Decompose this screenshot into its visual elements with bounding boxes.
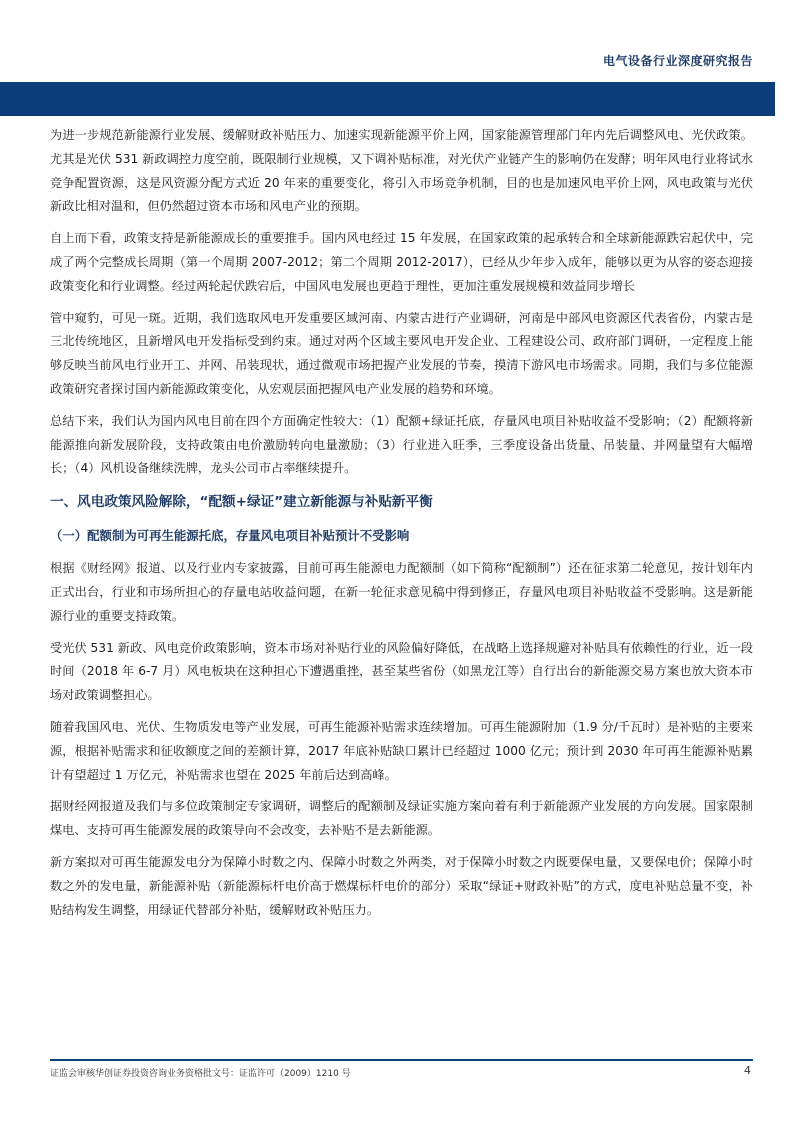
- subsection-heading: （一）配额制为可再生能源托底，存量风电项目补贴预计不受影响: [50, 528, 410, 544]
- section-paragraph-2: 受光伏 531 新政、风电竞价政策影响，资本市场对补贴行业的风险偏好降低，在战略上选择规避对补贴具有依赖性的行业，近一段时间（2018 年 6-7 月）风电板块在这种担心下遭遇重挫，甚至某些省份（如黑龙江等）自行出台的新能源交易方案也放大资本市场对政策调整担心。: [50, 640, 753, 703]
- footer-license-text: 证监会审核华创证券投资咨询业务资格批文号：证监许可（2009）1210 号: [50, 1069, 351, 1079]
- header-bar-notch: [775, 82, 793, 116]
- footer-divider: [50, 1059, 753, 1061]
- section-paragraph-1: 根据《财经网》报道、以及行业内专家披露，目前可再生能源电力配额制（如下简称“配额制”）还在征求第二轮意见，按计划年内正式出台，行业和市场所担心的存量电站收益问题，在新一轮征求意见稿中得到修正，存量风电项目补贴收益不受影响。这是新能源行业的重要支持政策。: [50, 561, 753, 623]
- intro-paragraph-4: 总结下来，我们认为国内风电目前在四个方面确定性较大：（1）配额+绿证托底，存量风电项目补贴收益不受影响；（2）配额将新能源推向新发展阶段，支持政策由电价激励转向电量激励；（3）行业进入旺季，三季度设备出货量、吊装量、并网量望有大幅增长；（4）风机设备继续洗牌，龙头公司市占率继续提升。: [50, 413, 753, 476]
- report-body: [50, 124, 753, 930]
- section-paragraph-5: 新方案拟对可再生能源发电分为保障小时数之内、保障小时数之外两类，对于保障小时数之内既要保电量，又要保电价；保障小时数之外的发电量，新能源补贴（新能源标杆电价高于燃煤标杆电价的部分）采取“绿证+财政补贴”的方式，度电补贴总量不变，补贴结构发生调整，用绿证代替部分补贴，缓解财政补贴压力。: [50, 854, 753, 917]
- section-heading: 一、风电政策风险解除，“配额+绿证”建立新能源与补贴新平衡: [50, 494, 433, 511]
- intro-paragraph-3: 管中窥豹，可见一斑。近期，我们选取风电开发重要区域河南、内蒙古进行产业调研，河南是中部风电资源区代表省份，内蒙古是三北传统地区，且新增风电开发指标受到约束。通过对两个区域主要风电开发企业、工程建设公司、政府部门调研，一定程度上能够反映当前风电行业开工、并网、吊装现状，通过微观市场把握产业发展的节奏，摸清下游风电市场需求。同期，我们与多位能源政策研究者探讨国内新能源政策变化，从宏观层面把握风电产业发展的趋势和环境。: [50, 310, 753, 396]
- header-bar: [0, 82, 793, 116]
- intro-paragraph-1: 为进一步规范新能源行业发展、缓解财政补贴压力、加速实现新能源平价上网，国家能源管理部门年内先后调整风电、光伏政策。尤其是光伏 531 新政调控力度空前，既限制行业规模，又下调补贴标准，对光伏产业链产生的影响仍在发酵；明年风电行业将试水竞争配置资源，这是风资源分配方式近 20 年来的重要变化，将引入市场竞争机制，目的也是加速风电平价上网，风电政策与光伏新政比相对温和，但仍然超过资本市场和风电产业的预期。: [50, 128, 753, 214]
- intro-paragraph-2: 自上而下看，政策支持是新能源成长的重要推手。国内风电经过 15 年发展，在国家政策的起承转合和全球新能源跌宕起伏中，完成了两个完整成长周期（第一个周期 2007-2012；第二个周期 2012-2017），已经从少年步入成年，能够以更为从容的姿态迎接政策变化和行业调整。经过两轮起伏跌宕后，中国风电发展也更趋于理性，更加注重发展规模和效益同步增长: [50, 231, 753, 293]
- page-number: 4: [744, 1064, 751, 1077]
- section-paragraph-3: 随着我国风电、光伏、生物质发电等产业发展，可再生能源补贴需求连续增加。可再生能源附加（1.9 分/千瓦时）是补贴的主要来源，根据补贴需求和征收额度之间的差额计算，2017 年底补贴缺口累计已经超过 1000 亿元；预计到 2030 年可再生能源补贴累计有望超过 1 万亿元，补贴需求也望在 2025 年前后达到高峰。: [50, 719, 753, 782]
- report-title: 电气设备行业深度研究报告: [602, 54, 753, 68]
- section-paragraph-4: 据财经网报道及我们与多位政策制定专家调研，调整后的配额制及绿证实施方案向着有利于新能源产业发展的方向发展。国家限制煤电、支持可再生能源发展的政策导向不会改变，去补贴不是去新能源。: [50, 799, 753, 838]
